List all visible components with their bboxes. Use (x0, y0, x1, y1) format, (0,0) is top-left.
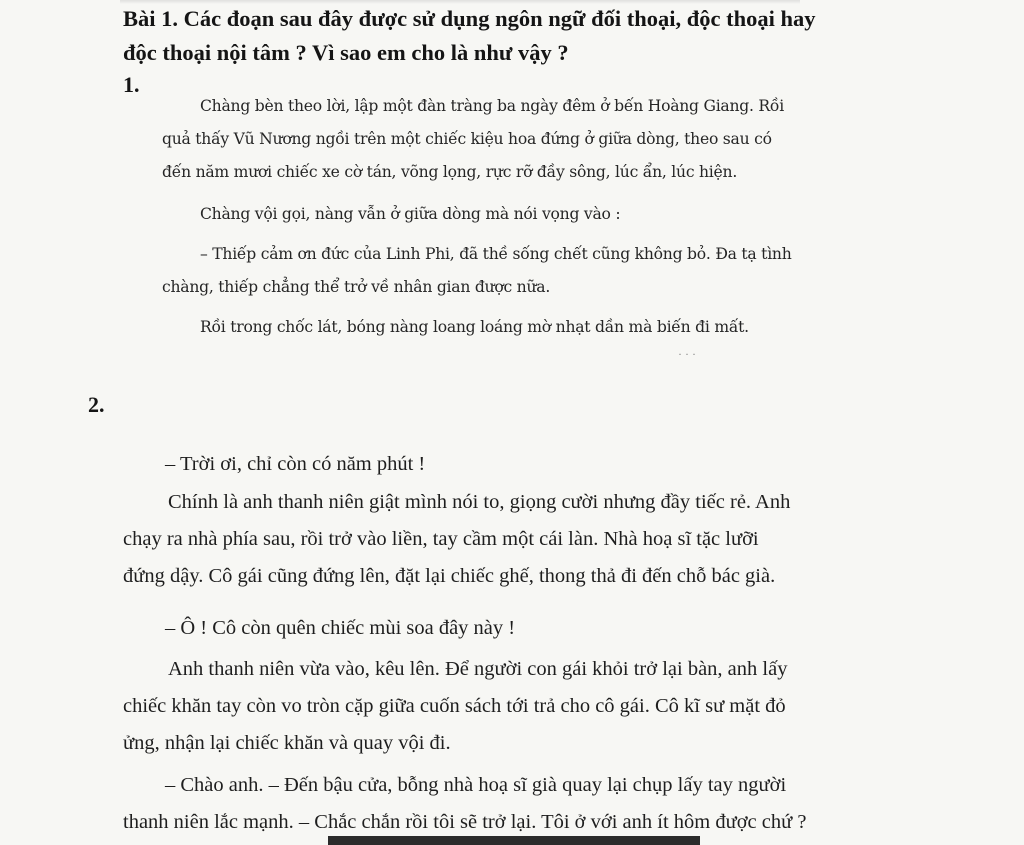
passage-2-line: đứng dậy. Cô gái cũng đứng lên, đặt lại chiếc ghế, thong thả đi đến chỗ bác già. (123, 565, 776, 587)
passage-1-line: Rồi trong chốc lát, bóng nàng loang loáng mờ nhạt dần mà biến đi mất. (200, 318, 749, 336)
passage-1-line: Chàng vội gọi, nàng vẫn ở giữa dòng mà nói vọng vào : (200, 205, 621, 223)
passage-2-line: chạy ra nhà phía sau, rồi trở vào liền, tay cầm một cái làn. Nhà hoạ sĩ tặc lưỡi (123, 528, 759, 550)
exercise-heading-line-1: Bài 1. Các đoạn sau đây được sử dụng ngôn ngữ đối thoại, độc thoại hay (123, 6, 816, 31)
passage-2-line: thanh niên lắc mạnh. – Chắc chắn rồi tôi sẽ trở lại. Tôi ở với anh ít hôm được chứ ? (123, 811, 807, 833)
passage-1-line: Chàng bèn theo lời, lập một đàn tràng ba ngày đêm ở bến Hoàng Giang. Rồi (200, 97, 784, 115)
passage-2-line: Anh thanh niên vừa vào, kêu lên. Để người con gái khỏi trở lại bàn, anh lấy (168, 658, 788, 680)
bottom-overlay-bar (328, 836, 700, 845)
passage-2-line: Chính là anh thanh niên giật mình nói to, giọng cười nhưng đầy tiếc rẻ. Anh (168, 491, 791, 513)
passage-2-number: 2. (88, 392, 105, 417)
passage-1-line: quả thấy Vũ Nương ngồi trên một chiếc kiệu hoa đứng ở giữa dòng, theo sau có (162, 130, 772, 148)
passage-2-line: chiếc khăn tay còn vo tròn cặp giữa cuốn sách tới trả cho cô gái. Cô kĩ sư mặt đỏ (123, 695, 786, 717)
passage-1-line: – Thiếp cảm ơn đức của Linh Phi, đã thề sống chết cũng không bỏ. Đa tạ tình (200, 245, 792, 263)
passage-2-line: ửng, nhận lại chiếc khăn và quay vội đi. (123, 732, 451, 754)
passage-2-line: – Chào anh. – Đến bậu cửa, bỗng nhà hoạ sĩ già quay lại chụp lấy tay người (165, 774, 787, 796)
separator-dots: · · · (678, 347, 696, 361)
passage-1-number: 1. (123, 72, 140, 97)
passage-2-line: – Ô ! Cô còn quên chiếc mùi soa đây này ! (165, 617, 516, 639)
passage-1-line: đến năm mươi chiếc xe cờ tán, võng lọng, rực rỡ đầy sông, lúc ẩn, lúc hiện. (162, 163, 738, 181)
exercise-heading-line-2: độc thoại nội tâm ? Vì sao em cho là như vậy ? (123, 40, 569, 65)
cropped-previous-line (120, 0, 800, 4)
passage-1-line: chàng, thiếp chẳng thể trở về nhân gian được nữa. (162, 278, 551, 296)
passage-2-line: – Trời ơi, chỉ còn có năm phút ! (165, 453, 426, 475)
